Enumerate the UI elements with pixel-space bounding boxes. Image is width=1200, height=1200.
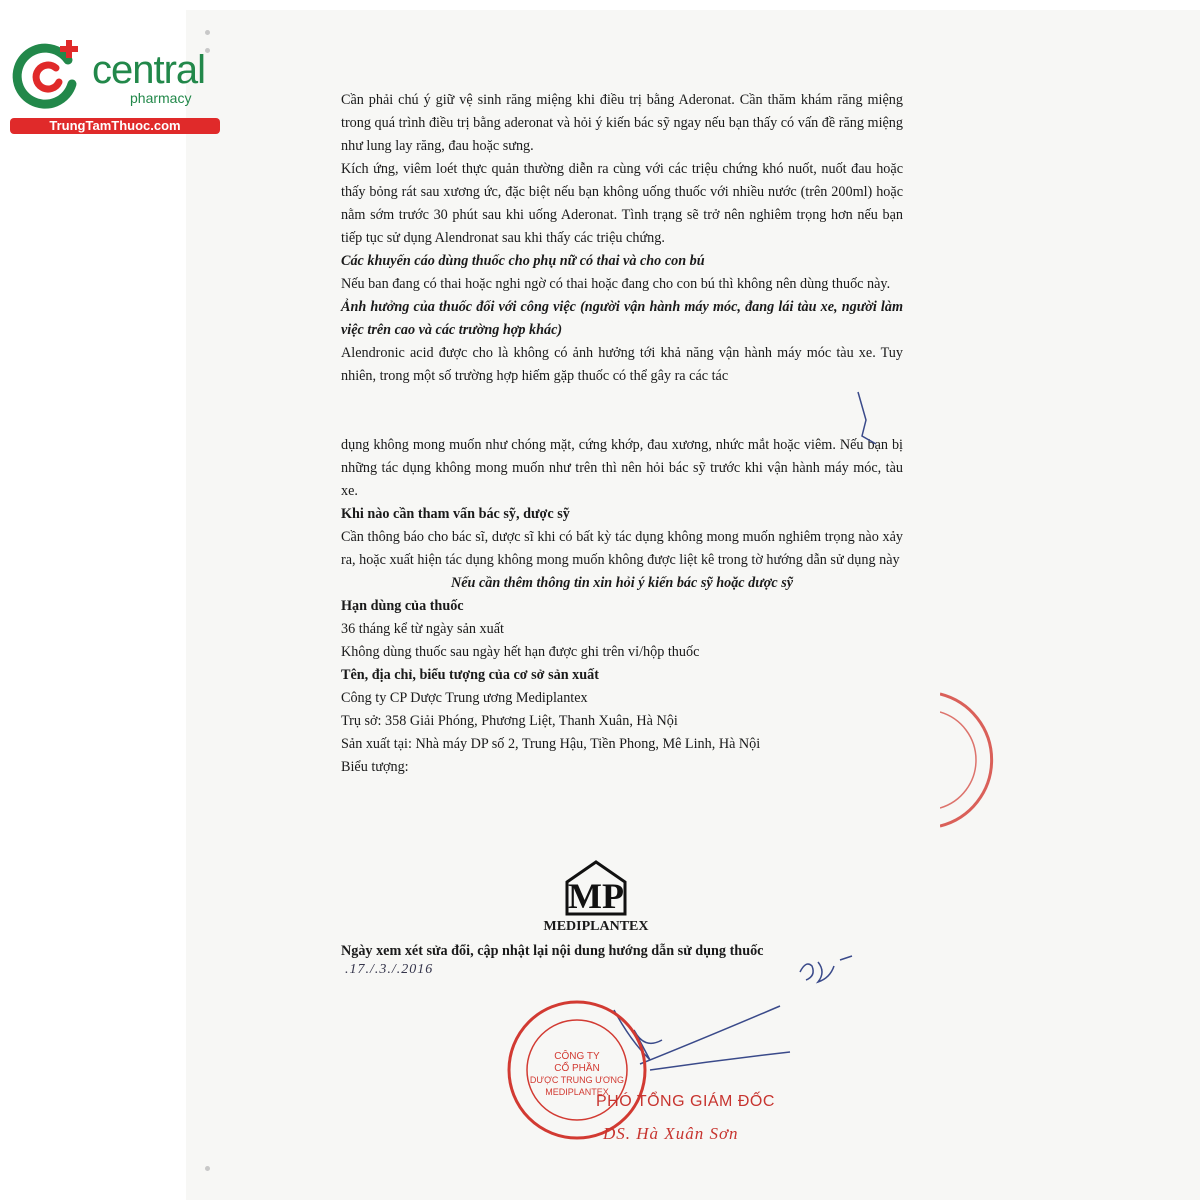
paragraph-esophagus: Kích ứng, viêm loét thực quản thường diễn ra cùng với các triệu chứng khó nuốt, nuốt đau hoặc thấy bỏng rát sau xương ức, đặc biệt nếu bạn không uống thuốc với nhiều nước (trên 200ml) hoặc nằm sớm trước 30 phút sau khi uống Aderonat. Tình trạng sẽ trở nên nghiêm trọng hơn nếu bạn tiếp tục sử dụng Alendronat sau khi thấy các triệu chứng. bbox=[341, 161, 903, 246]
expiry-line-2: Không dùng thuốc sau ngày hết hạn được ghi trên vỉ/hộp thuốc bbox=[341, 644, 700, 660]
manufacturer-plant: Sản xuất tại: Nhà máy DP số 2, Trung Hậu, Tiền Phong, Mê Linh, Hà Nội bbox=[341, 736, 761, 752]
paragraph-oral-hygiene: Cần phải chú ý giữ vệ sinh răng miệng khi điều trị bằng Aderonat. Cần thăm khám răng miệng trong quá trình điều trị bằng aderonat và hỏi ý kiến bác sỹ ngay nếu bạn thấy có vấn đề răng miệng như lung lay răng, đau hoặc sưng. bbox=[341, 92, 903, 154]
heading-consult: Khi nào cần tham vấn bác sỹ, dược sỹ bbox=[341, 506, 570, 522]
signature-name: DS. Hà Xuân Sơn bbox=[603, 1124, 739, 1143]
note-more-info: Nếu cần thêm thông tin xin hỏi ý kiến bác sỹ hoặc dược sỹ bbox=[450, 575, 794, 591]
pharmacy-cross-icon bbox=[10, 38, 82, 110]
leaflet-text bbox=[341, 89, 903, 779]
central-pharmacy-logo[interactable] bbox=[10, 38, 215, 138]
svg-text:DƯỢC TRUNG ƯƠNG: DƯỢC TRUNG ƯƠNG bbox=[529, 1075, 625, 1085]
expiry-line-1: 36 tháng kể từ ngày sản xuất bbox=[341, 621, 504, 637]
svg-text:CỔ PHẦN: CỔ PHẦN bbox=[554, 1063, 600, 1074]
signature-title: PHÓ TỔNG GIÁM ĐỐC bbox=[596, 1093, 775, 1110]
heading-manufacturer: Tên, địa chỉ, biểu tượng của cơ sở sản xuất bbox=[341, 667, 599, 683]
heading-pregnancy: Các khuyến cáo dùng thuốc cho phụ nữ có thai và cho con bú bbox=[341, 253, 705, 269]
svg-text:MP: MP bbox=[568, 876, 624, 916]
manufacturer-logo-label: Biểu tượng: bbox=[341, 759, 409, 775]
svg-text:MEDIPLANTEX: MEDIPLANTEX bbox=[545, 1087, 609, 1097]
punch-hole bbox=[205, 1166, 210, 1171]
partial-stamp-icon bbox=[940, 690, 1000, 830]
paragraph-pregnancy: Nếu ban đang có thai hoặc nghi ngờ có thai hoặc đang cho con bú thì không nên dùng thuốc này. bbox=[341, 276, 891, 292]
revision-date: .17./.3./.2016 bbox=[345, 962, 434, 977]
manufacturer-name: Công ty CP Dược Trung ương Mediplantex bbox=[341, 690, 588, 706]
paragraph-consult: Cần thông báo cho bác sĩ, dược sĩ khi có bất kỳ tác dụng không mong muốn nghiêm trọng nào xảy ra, hoặc xuất hiện tác dụng không mong muốn không được liệt kê trong tờ hướng dẫn sử dụng này bbox=[341, 529, 903, 568]
mediplantex-label: MEDIPLANTEX bbox=[543, 919, 649, 934]
mediplantex-logo-icon bbox=[561, 860, 631, 916]
brand-url[interactable]: TrungTamThuoc.com bbox=[10, 118, 220, 134]
brand-subtitle: pharmacy bbox=[130, 90, 192, 106]
heading-revision-date: Ngày xem xét sửa đổi, cập nhật lại nội dung hướng dẫn sử dụng thuốc bbox=[341, 943, 764, 959]
paragraph-work-effects: Alendronic acid được cho là không có ảnh hưởng tới khả năng vận hành máy móc tàu xe. Tuy nhiên, trong một số trường hợp hiếm gặp thuốc có thể gây ra các tác bbox=[341, 345, 903, 384]
heading-work-effects: Ảnh hưởng của thuốc đối với công việc (người vận hành máy móc, đang lái tàu xe, người làm việc trên cao và các trường hợp khác) bbox=[341, 299, 903, 338]
punch-hole bbox=[205, 30, 210, 35]
manufacturer-hq: Trụ sở: 358 Giải Phóng, Phương Liệt, Thanh Xuân, Hà Nội bbox=[341, 713, 678, 729]
paragraph-side-effects: dụng không mong muốn như chóng mặt, cứng khớp, đau xương, nhức mắt hoặc viêm. Nếu bạn bị những tác dụng không mong muốn như trên thì nên hỏi bác sỹ trước khi vận hành máy móc, tàu xe. bbox=[341, 437, 903, 499]
brand-name: central bbox=[92, 48, 206, 92]
heading-expiry: Hạn dùng của thuốc bbox=[341, 598, 464, 614]
svg-text:CÔNG TY: CÔNG TY bbox=[554, 1051, 600, 1062]
